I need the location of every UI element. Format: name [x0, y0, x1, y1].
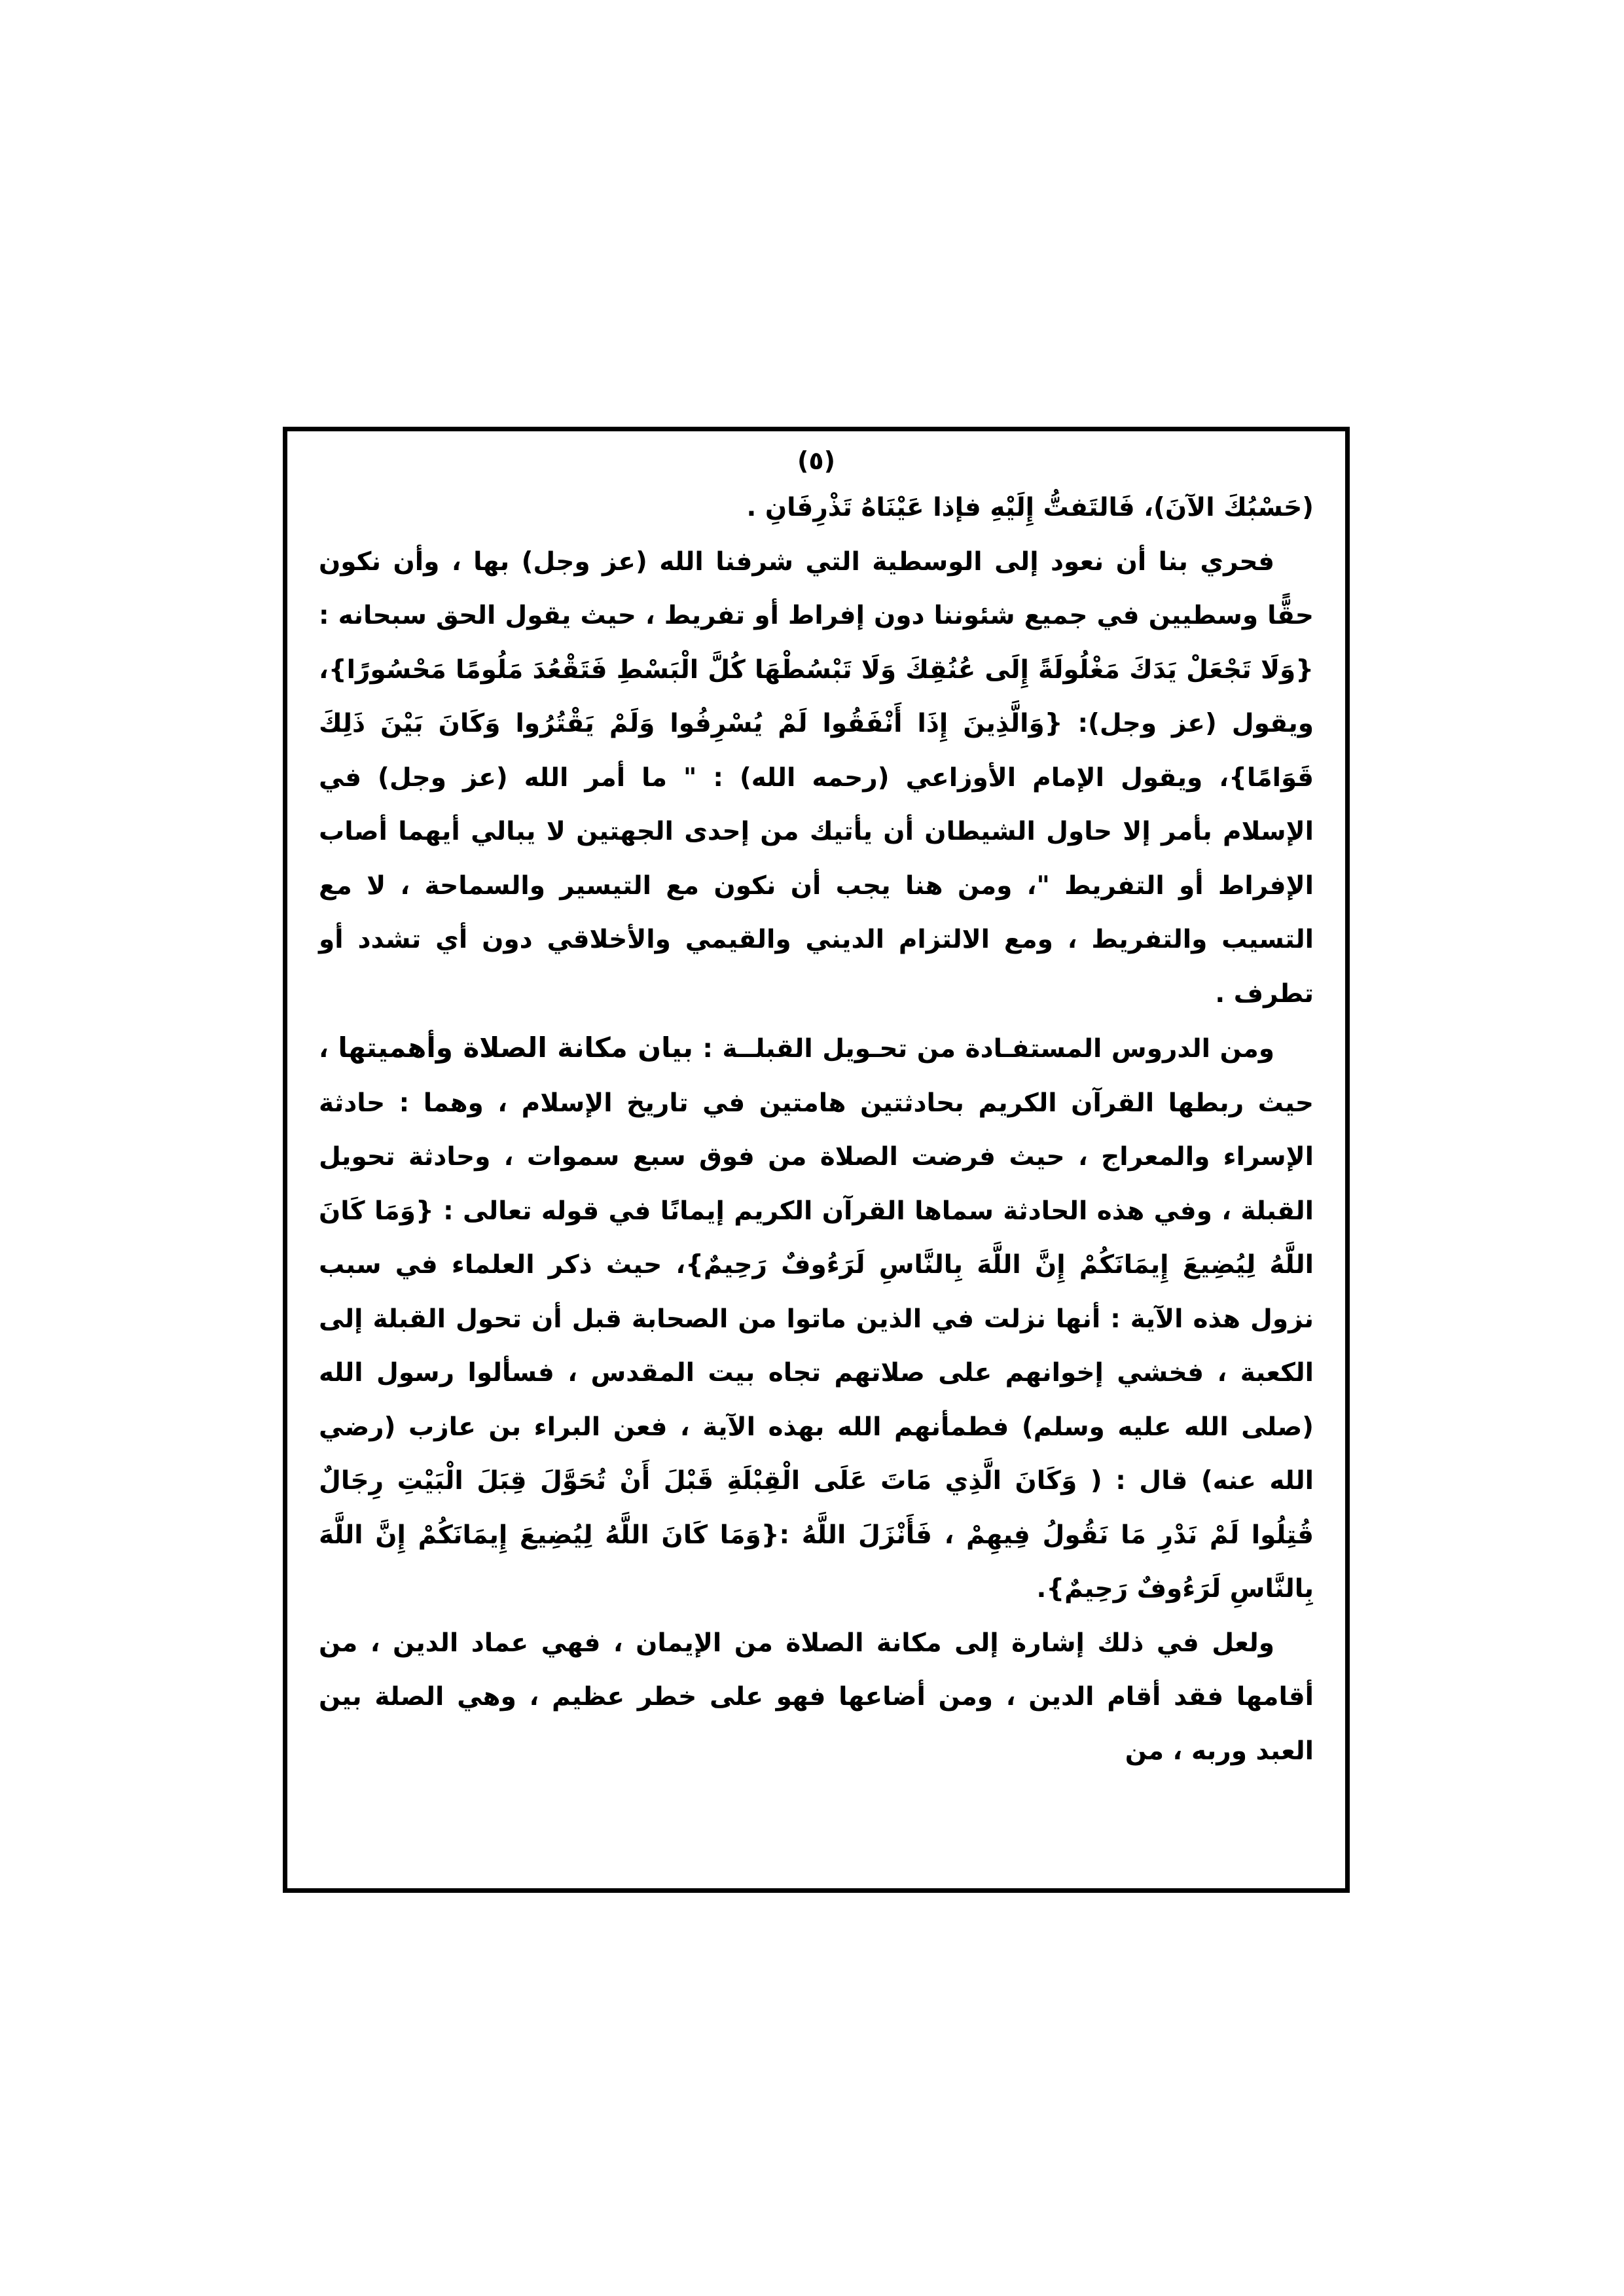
paragraph-prayer-intro: ومن الدروس المستفـادة من تحـويل القبلــة : — [693, 1034, 1274, 1064]
page-frame — [283, 427, 1350, 1893]
paragraph-prayer-body: ، حيث ربطها القرآن الكريم بحادثتين هامتين في تاريخ الإسلام ، وهما : حادثة الإسراء والمعراج ، حيث فرضت الصلاة من فوق سبع سموات ، وحادثة تحويل القبلة ، وفي هذه الحادثة سماها القرآن الكريم إيمانًا في قوله تعالى : {وَمَا كَانَ اللَّهُ لِيُضِيعَ إِيمَانَكُمْ إِنَّ اللَّهَ بِالنَّاسِ لَرَءُوفٌ رَحِيمٌ}، حيث ذكر العلماء في سبب نزول هذه الآية : أنها نزلت في الذين ماتوا من الصحابة قبل أن تحول القبلة إلى الكعبة ، فخشي إخوانهم على صلاتهم تجاه بيت المقدس ، فسألوا رسول الله (صلى الله عليه وسلم) فطمأنهم الله بهذه الآية ، فعن البراء بن عازب (رضي الله عنه) قال : ( وَكَانَ الَّذِي مَاتَ عَلَى الْقِبْلَةِ قَبْلَ أَنْ تُحَوَّلَ قِبَلَ الْبَيْتِ رِجَالٌ قُتِلُوا لَمْ نَدْرِ مَا نَقُولُ فِيهِمْ ، فَأَنْزَلَ اللَّهُ :{وَمَا كَانَ اللَّهُ لِيُضِيعَ إِيمَانَكُمْ إِنَّ اللَّهَ بِالنَّاسِ لَرَءُوفٌ رَحِيمٌ}. — [319, 1034, 1314, 1604]
paragraph-moderation: فحري بنا أن نعود إلى الوسطية التي شرفنا الله (عز وجل) بها ، وأن نكون حقًّا وسطيين في جميع شئوننا دون إفراط أو تفريط ، حيث يقول الحق سبحانه :{وَلَا تَجْعَلْ يَدَكَ مَغْلُولَةً إِلَى عُنُقِكَ وَلَا تَبْسُطْهَا كُلَّ الْبَسْطِ فَتَقْعُدَ مَلُومًا مَحْسُورًا}، ويقول (عز وجل): {وَالَّذِينَ إِذَا أَنْفَقُوا لَمْ يُسْرِفُوا وَلَمْ يَقْتُرُوا وَكَانَ بَيْنَ ذَلِكَ قَوَامًا}، ويقول الإمام الأوزاعي (رحمه الله) : " ما أمر الله (عز وجل) في الإسلام بأمر إلا حاول الشيطان أن يأتيك من إحدى الجهتين لا يبالي أيهما أصاب الإفراط أو التفريط "، ومن هنا يجب أن نكون مع التيسير والسماحة ، لا مع التسيب والتفريط ، ومع الالتزام الديني والقيمي والأخلاقي دون أي تشدد أو تطرف . — [319, 547, 1314, 1009]
paragraph-prayer-pillar: ولعل في ذلك إشارة إلى مكانة الصلاة من الإيمان ، فهي عماد الدين ، من أقامها فقد أقام الدين ، ومن أضاعها فهو على خطر عظيم ، وهي الصلة بين العبد وربه ، من — [319, 1628, 1314, 1766]
highlighted-heading: بيان مكانة الصلاة وأهميتها — [338, 1031, 693, 1064]
paragraph-hadith-ending: (حَسْبُكَ الآنَ)، فَالتَفتُّ إِلَيْهِ فإذا عَيْنَاهُ تَذْرِفَانِ . — [746, 493, 1314, 522]
page-number: (٥) — [797, 446, 835, 475]
paragraph-prayer-status — [319, 1021, 1314, 1617]
